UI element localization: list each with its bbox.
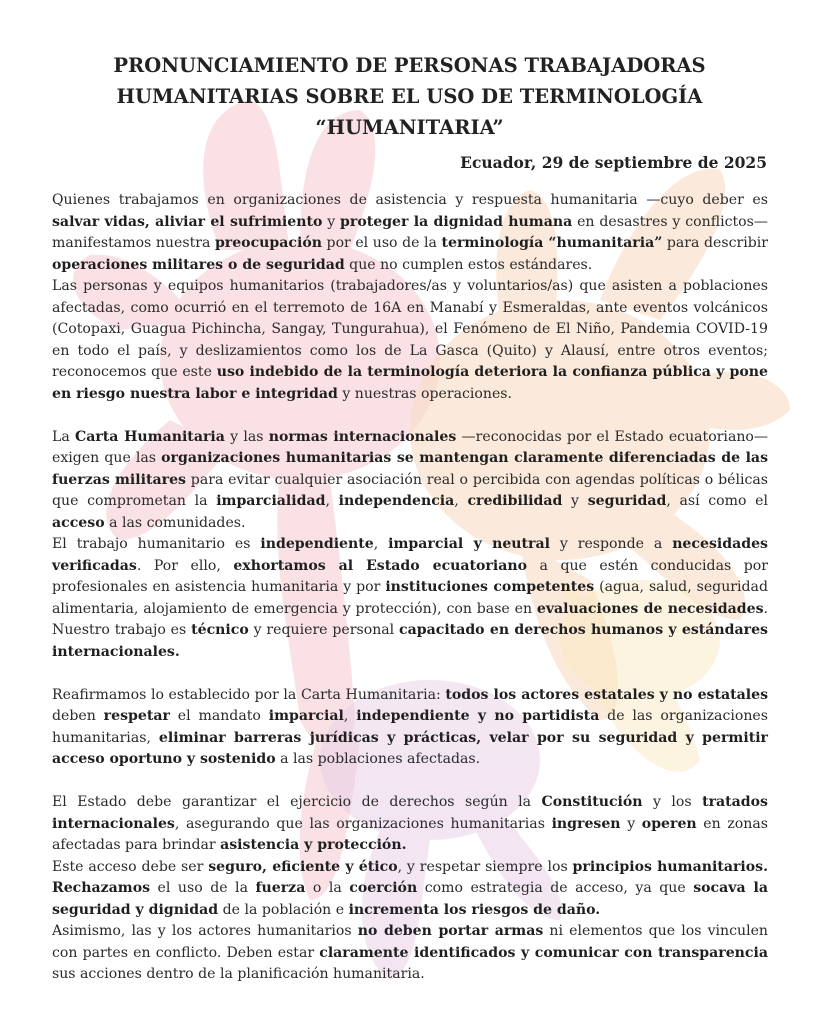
body-paragraph: [52, 534, 768, 663]
emphasis-text: no deben portar armas: [357, 923, 544, 939]
emphasis-text: imparcialidad: [216, 493, 326, 509]
paragraph-text: sus acciones dentro de la planificación humanitaria.: [52, 966, 425, 982]
paragraph-text: o la: [305, 880, 350, 896]
paragraph-text: —reconocidas por el Estado ecuatoriano— exigen que las: [52, 428, 769, 466]
emphasis-text: instituciones competentes: [385, 579, 595, 595]
emphasis-text: independiente y no partidista: [356, 708, 600, 724]
body-paragraph: [52, 190, 768, 276]
paragraph-text: y: [562, 493, 588, 509]
paragraph-text: La: [52, 428, 76, 445]
paragraph-text: Las personas y equipos humanitarios (trabajadores/as y voluntarios/as) que asisten a poblaciones afectadas, como ocurrió en el terremoto de 16A en Manabí y Esmeraldas, ante eventos volcánicos (Cotopaxi, Guagua Pichincha, Sangay, Tungurahua), el Fenómeno de El Niño, Pandemia COVID-19 en todo el país, y deslizamientos como los de La Gasca (Quito) y Alausí, entre otros eventos; reconocemos que este: [52, 278, 768, 380]
body-paragraph: [52, 427, 768, 535]
title-line: “HUMANITARIA”: [315, 116, 504, 139]
body-paragraph: [52, 857, 768, 922]
paragraph-text: a las comunidades.: [104, 514, 246, 531]
emphasis-text: seguridad: [587, 493, 667, 509]
emphasis-text: organizaciones humanitarias se mantengan claramente diferenciadas de las fuerzas militares: [52, 450, 768, 488]
emphasis-text: socava la seguridad y dignidad: [52, 880, 768, 918]
body-paragraph: [52, 921, 768, 986]
emphasis-text: Constitución: [541, 794, 643, 810]
document-body: [52, 190, 768, 986]
emphasis-text: técnico: [191, 622, 249, 638]
emphasis-text: proteger la dignidad humana: [340, 213, 573, 230]
emphasis-text: asistencia y protección.: [220, 837, 407, 853]
paragraph-text: ,: [454, 493, 468, 509]
emphasis-text: principios humanitarios.: [572, 858, 768, 875]
emphasis-text: todos los actores estatales y no estatales: [445, 686, 769, 703]
paragraph-text: que no cumplen estos estándares.: [344, 256, 593, 273]
paragraph-text: en desastres y conflictos— manifestamos nuestra: [52, 213, 768, 251]
emphasis-text: acceso: [52, 514, 105, 531]
emphasis-text: fuerza: [255, 880, 306, 896]
emphasis-text: Carta Humanitaria: [75, 428, 225, 445]
paragraph-text: a las poblaciones afectadas.: [275, 751, 481, 767]
paragraph-text: y nuestras operaciones.: [337, 385, 513, 402]
paragraph-text: deben: [52, 708, 104, 724]
document-title: [60, 50, 759, 143]
emphasis-text: capacitado en derechos humanos y estándares internacionales.: [52, 622, 768, 660]
emphasis-text: normas internacionales: [268, 428, 457, 445]
emphasis-text: claramente identificados y comunicar con transparencia: [319, 944, 768, 961]
paragraph-text: Asimismo, las y los actores humanitarios: [52, 923, 358, 939]
emphasis-text: imparcial y neutral: [388, 536, 550, 552]
emphasis-text: seguro, eficiente y ético: [208, 858, 398, 875]
paragraph-text: Este acceso debe ser: [52, 858, 209, 875]
emphasis-text: salvar vidas, aliviar el sufrimiento: [52, 213, 323, 230]
body-paragraph: [52, 685, 768, 771]
paragraph-text: y las: [224, 428, 269, 445]
paragraph-text: para describir: [662, 235, 768, 251]
paragraph-text: en zonas afectadas para brindar: [52, 815, 768, 853]
emphasis-text: coerción: [349, 880, 418, 896]
emphasis-text: exhortamos al Estado ecuatoriano: [233, 557, 527, 574]
emphasis-text: terminología “humanitaria”: [441, 235, 663, 251]
emphasis-text: Rechazamos: [52, 880, 151, 896]
paragraph-text: . Por ello,: [136, 557, 234, 574]
paragraph-text: a que estén conducidas por profesionales en asistencia humanitaria y por: [52, 557, 768, 595]
paragraph-text: el uso de la: [150, 880, 256, 896]
paragraph-text: , así como el: [666, 493, 769, 509]
emphasis-text: eliminar barreras jurídicas y prácticas, velar por su seguridad y permitir acceso oportuno y sostenido: [52, 729, 768, 767]
emphasis-text: independiente: [260, 536, 374, 552]
paragraph-text: y: [620, 815, 642, 832]
emphasis-text: preocupación: [214, 235, 322, 251]
emphasis-text: necesidades verificadas: [52, 536, 768, 574]
emphasis-text: credibilidad: [467, 493, 563, 509]
paragraph-text: (agua, salud, seguridad alimentaria, alojamiento de emergencia y protección), con base en: [52, 579, 768, 617]
emphasis-text: ingresen: [551, 815, 621, 832]
paragraph-text: de las organizaciones humanitarias,: [52, 708, 768, 746]
emphasis-text: operaciones militares o de seguridad: [52, 256, 345, 273]
body-paragraph: [52, 276, 768, 405]
emphasis-text: operen: [641, 815, 697, 832]
document-date: Ecuador, 29 de septiembre de 2025: [460, 153, 767, 172]
paragraph-text: ,: [343, 708, 357, 724]
body-paragraph: [52, 792, 768, 857]
paragraph-text: El trabajo humanitario es: [52, 536, 261, 552]
paragraph-text: Quienes trabajamos en organizaciones de asistencia y respuesta humanitaria —cuyo deber es: [52, 192, 768, 208]
paragraph-text: El Estado debe garantizar el ejercicio de derechos según la: [52, 794, 542, 810]
paragraph-text: de la población e: [218, 901, 349, 918]
paragraph-text: Reafirmamos lo establecido por la Carta Humanitaria:: [52, 686, 446, 703]
emphasis-text: imparcial: [268, 708, 344, 724]
emphasis-text: tratados internacionales: [52, 794, 768, 832]
paragraph-text: para evitar cualquier asociación real o percibida con agendas políticas o bélicas que comprometan la: [52, 471, 768, 509]
emphasis-text: evaluaciones de necesidades: [536, 600, 764, 617]
title-line: HUMANITARIAS SOBRE EL USO DE TERMINOLOGÍA: [116, 85, 703, 108]
paragraph-text: ni elementos que los vinculen con partes en conflicto. Deben estar: [52, 923, 769, 961]
paragraph-text: y responde a: [549, 536, 673, 552]
paragraph-text: y los: [642, 794, 703, 810]
paragraph-text: , y respetar siempre los: [397, 858, 573, 875]
paragraph-text: y: [322, 213, 341, 230]
paragraph-text: . Nuestro trabajo es: [52, 600, 768, 638]
paragraph-text: y requiere personal: [248, 622, 400, 638]
emphasis-text: independencia: [338, 493, 455, 509]
paragraph-text: ,: [373, 536, 389, 552]
title-line: PRONUNCIAMIENTO DE PERSONAS TRABAJADORAS: [113, 54, 706, 77]
paragraph-text: ,: [325, 493, 339, 509]
emphasis-text: uso indebido de la terminología deteriora la confianza pública y pone en riesgo nuestra labor e integridad: [52, 364, 768, 402]
paragraph-text: , asegurando que las organizaciones humanitarias: [174, 815, 552, 832]
paragraph-text: el mandato: [169, 708, 269, 724]
emphasis-text: incrementa los riesgos de daño.: [348, 901, 601, 918]
paragraph-text: por el uso de la: [321, 235, 442, 251]
paragraph-text: como estrategia de acceso, ya que: [417, 880, 694, 896]
emphasis-text: respetar: [103, 708, 170, 724]
